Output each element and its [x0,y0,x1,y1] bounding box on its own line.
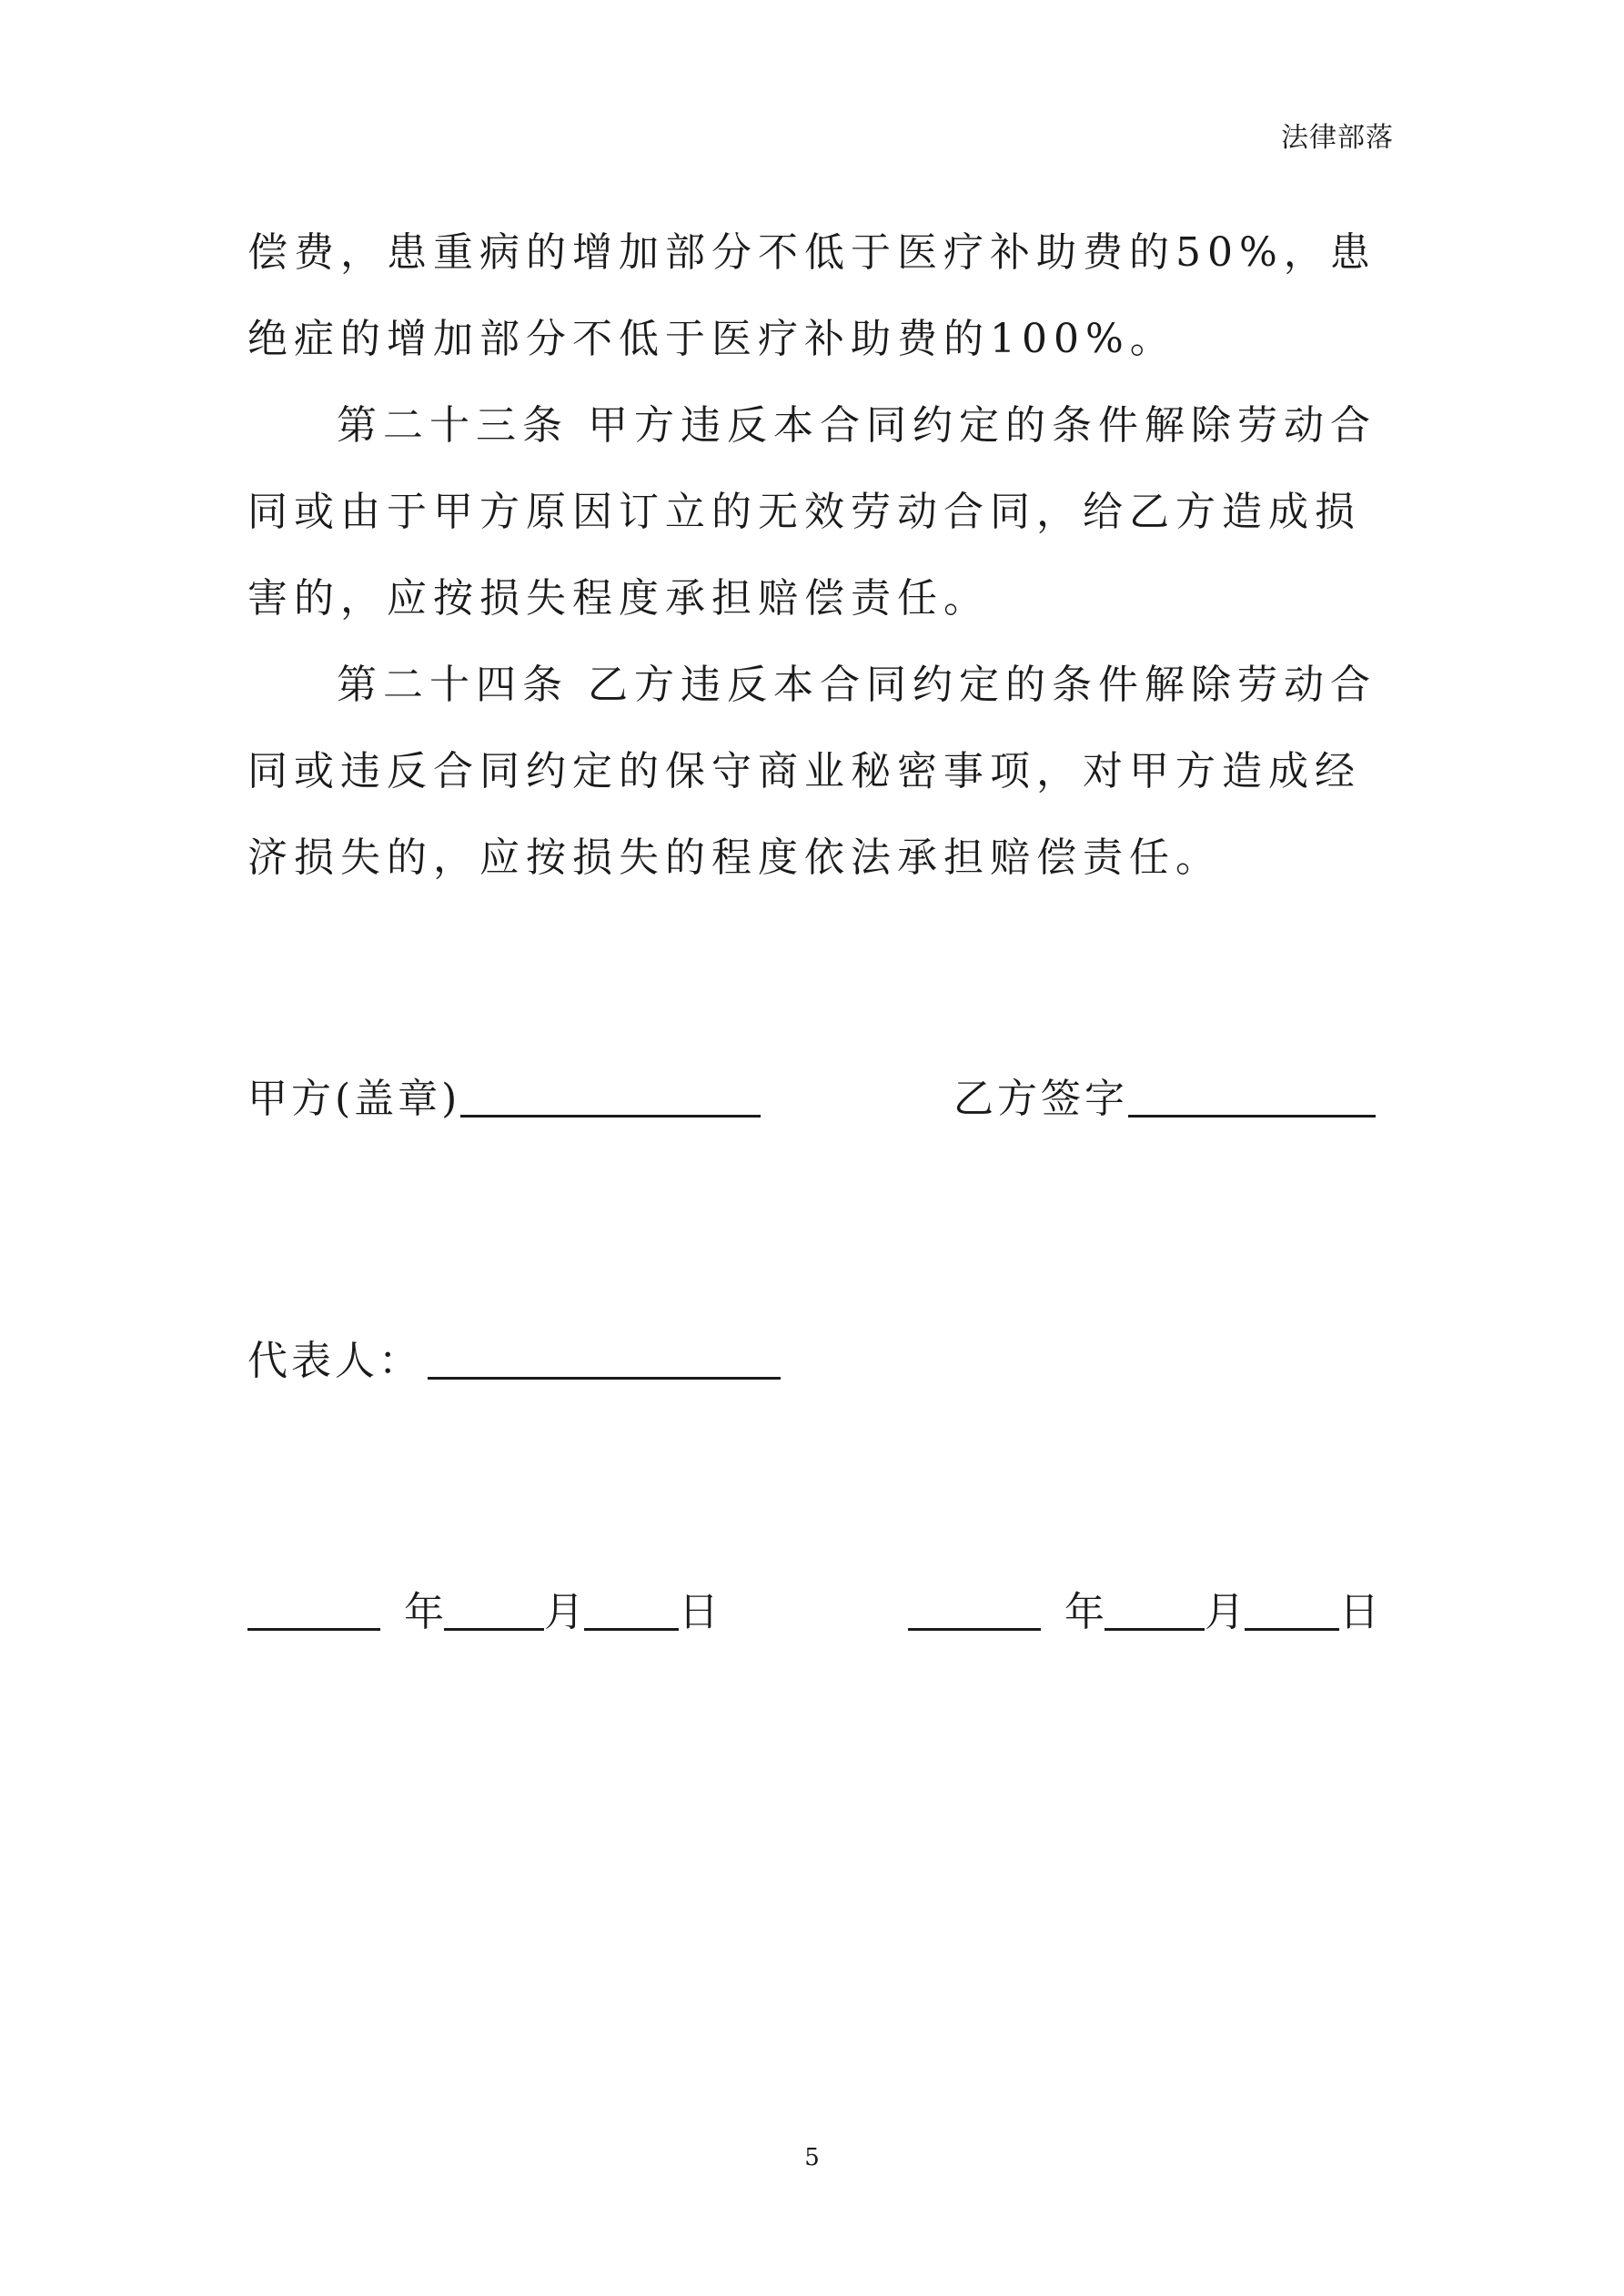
representative-label: 代表人： [247,1338,422,1384]
signature-row [247,1072,761,1127]
date-right-year-field[interactable] [908,1588,1041,1631]
representative-row [247,1334,781,1389]
paragraph-continuation: 偿费，患重病的增加部分不低于医疗补助费的50%，患绝症的增加部分不低于医疗补助费的100%。 [247,229,1377,362]
representative-signature-line[interactable] [428,1337,781,1380]
paragraph-article-23: 第二十三条 甲方违反本合同约定的条件解除劳动合同或由于甲方原因订立的无效劳动合同，给乙方造成损害的，应按损失程度承担赔偿责任。 [247,402,1377,622]
date-right-month-label: 月 [1205,1589,1245,1635]
header-site-name: 法律部落 [1281,122,1394,154]
party-a-label: 甲方(盖章) [247,1076,461,1122]
date-right-month-field[interactable] [1105,1588,1205,1631]
date-left-year-label: 年 [404,1589,444,1635]
date-left [247,1585,719,1640]
date-left-month-label: 月 [544,1589,584,1635]
date-right-day-label: 日 [1339,1589,1379,1635]
date-left-month-field[interactable] [444,1588,544,1631]
date-left-day-field[interactable] [584,1588,679,1631]
page-number: 5 [804,2144,820,2171]
party-b-signature-group [953,1072,1376,1127]
date-left-day-label: 日 [679,1589,719,1635]
party-b-label: 乙方签字 [953,1076,1128,1122]
date-right-year-label: 年 [1064,1589,1105,1635]
date-right [908,1585,1379,1640]
party-a-signature-line[interactable] [460,1075,761,1118]
date-right-day-field[interactable] [1245,1588,1339,1631]
party-b-signature-line[interactable] [1128,1075,1376,1118]
contract-body [247,209,1385,901]
date-left-year-field[interactable] [247,1588,380,1631]
paragraph-article-24: 第二十四条 乙方违反本合同约定的条件解除劳动合同或违反合同约定的保守商业秘密事项，对甲方造成经济损失的，应按损失的程度依法承担赔偿责任。 [247,662,1377,881]
